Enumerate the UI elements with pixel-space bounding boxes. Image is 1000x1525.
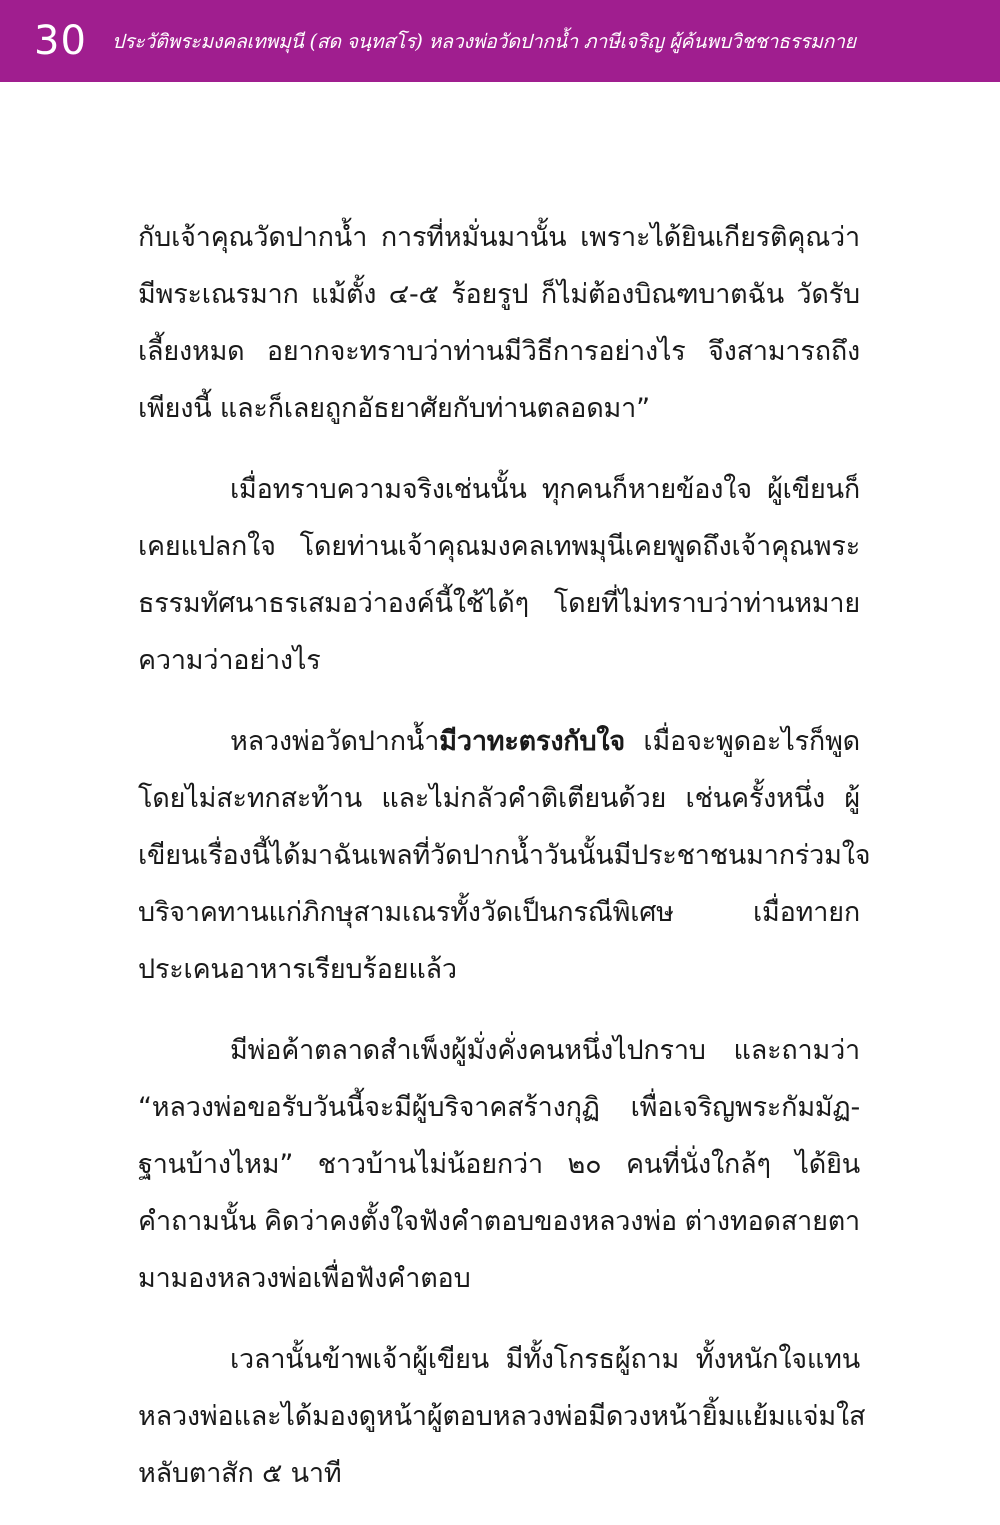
text-line	[138, 883, 860, 940]
text-word: ฐานบ้างไหม”	[138, 1149, 294, 1180]
running-title: ประวัติพระมงคลเทพมุนี (สด จนฺทสโร) หลวงพ่อวัดปากน้ำ ภาษีเจริญ ผู้ค้นพบวิชชาธรรมกาย	[112, 29, 856, 53]
text-word: โดยที่ไม่ทราบว่าท่านหมาย	[553, 588, 860, 619]
text-line	[138, 460, 860, 517]
text-word: ต่างทอดสายตา	[684, 1206, 860, 1237]
text-word: และได้มองดูหน้าผู้ตอบ	[233, 1401, 493, 1432]
text-word: กับเจ้าคุณวัดปากน้ำ	[138, 222, 368, 253]
paragraph-2	[138, 460, 860, 688]
text-line	[138, 769, 860, 826]
text-word: วัดรับ	[796, 279, 860, 310]
text-word: ก็ไม่ต้องบิณฑบาตฉัน	[540, 279, 784, 310]
text-word: เคยแปลกใจ	[138, 531, 276, 562]
text-word: มีทั้งโกรธผู้ถาม	[505, 1344, 680, 1375]
text-line	[138, 208, 860, 265]
text-word: หลวงพ่อ	[138, 1401, 234, 1432]
text-word: คนที่นั่งใกล้ๆ	[626, 1149, 771, 1180]
text-word: มีพระเณรมาก	[138, 279, 299, 310]
text-line	[138, 1192, 860, 1249]
text-line	[138, 1387, 866, 1444]
text-line	[138, 1444, 860, 1501]
text-word: เพื่อเจริญพระกัมมัฏ-	[630, 1092, 860, 1123]
text-word: ผู้	[844, 783, 860, 814]
text-word: เพราะได้ยินเกียรติคุณว่า	[580, 222, 860, 253]
text-word: ทั้งหนักใจแทน	[695, 1344, 860, 1375]
text-word: โดยท่านเจ้าคุณมงคลเทพมุนีเคยพูดถึงเจ้าคุณพระ	[299, 531, 860, 562]
text-word: วันนั้นมีประชาชนมากร่วม	[543, 840, 842, 871]
text-word: มีพ่อค้าตลาดสำเพ็งผู้มั่งคั่งคนหนึ่งไปกราบ	[230, 1035, 706, 1066]
text-word: หลวงพ่อมีดวงหน้ายิ้มแย้มแจ่มใส	[492, 1401, 866, 1432]
text-word: ผู้เขียนก็	[767, 474, 860, 505]
text-word: ธรรมทัศนาธรเสมอว่าองค์นี้ใช้ได้ๆ	[138, 588, 529, 619]
text-word: แม้ตั้ง	[311, 279, 377, 310]
text-word: โดยไม่สะทกสะท้าน	[138, 783, 362, 814]
text-word: หลวงพ่อวัดปากน้ำ	[230, 726, 440, 757]
text-word: ประเคนอาหารเรียบร้อยแล้ว	[138, 954, 457, 985]
text-word: ๔-๕	[388, 279, 439, 310]
text-word: “หลวงพ่อขอรับวันนี้จะมีผู้บริจาคสร้างกุฏิ	[138, 1092, 600, 1123]
paragraph-5	[138, 1330, 866, 1501]
text-word: ชาวบ้านไม่น้อยกว่า	[317, 1149, 543, 1180]
text-word: ร้อยรูป	[451, 279, 529, 310]
text-line	[138, 265, 860, 322]
text-line	[138, 1249, 860, 1306]
text-line	[138, 574, 860, 631]
text-word: เมื่อจะพูดอะไรก็พูด	[643, 726, 860, 757]
text-line	[138, 940, 860, 997]
text-line	[138, 826, 871, 883]
text-line	[138, 379, 860, 436]
body-text	[138, 208, 871, 1525]
text-word: เขียนเรื่องนี้ได้มาฉันเพลที่วัดปากน้ำ	[138, 840, 544, 871]
page-number: 30	[34, 18, 87, 64]
text-word: ทุกคนก็หายข้องใจ	[541, 474, 752, 505]
text-word: บริจาคทานแก่ภิกษุสามเณรทั้งวัดเป็นกรณีพิเศษ	[138, 897, 674, 928]
text-word: และไม่กลัวคำติเตียนด้วย	[381, 783, 667, 814]
text-word: และถามว่า	[733, 1035, 860, 1066]
text-word: ๒๐	[567, 1149, 602, 1180]
text-word: อยากจะทราบว่าท่านมีวิธีการอย่างไร	[266, 336, 686, 367]
text-line	[138, 517, 860, 574]
text-word: ได้ยิน	[795, 1149, 860, 1180]
page-header	[0, 0, 1000, 82]
text-word: หลับตาสัก ๕ นาที	[138, 1458, 342, 1489]
text-word: เช่นครั้งหนึ่ง	[685, 783, 825, 814]
text-word: คิดว่าคงตั้งใจฟังคำตอบของหลวงพ่อ	[264, 1206, 677, 1237]
text-line	[138, 322, 860, 379]
text-word: เพียงนี้ และก็เลยถูกอัธยาศัยกับท่านตลอดมา”	[138, 393, 650, 424]
text-line	[138, 1021, 860, 1078]
text-word: ความว่าอย่างไร	[138, 645, 321, 676]
text-line	[138, 1330, 860, 1387]
text-word: จึงสามารถถึง	[707, 336, 860, 367]
text-line	[138, 712, 860, 769]
text-line	[138, 1135, 860, 1192]
text-word: ใจ	[841, 840, 871, 871]
paragraph-3	[138, 712, 871, 997]
text-word: เวลานั้นข้าพเจ้าผู้เขียน	[230, 1344, 490, 1375]
text-line	[138, 631, 860, 688]
paragraph-4	[138, 1021, 860, 1306]
text-line	[138, 1078, 860, 1135]
text-word-group	[230, 719, 625, 762]
paragraph-1	[138, 208, 860, 436]
text-word: คำถามนั้น	[138, 1206, 257, 1237]
text-word: เมื่อทราบความจริงเช่นนั้น	[230, 474, 527, 505]
text-word: มามองหลวงพ่อเพื่อฟังคำตอบ	[138, 1263, 471, 1294]
text-word: เลี้ยงหมด	[138, 336, 245, 367]
text-word: การที่หมั่นมานั้น	[380, 222, 567, 253]
text-word: เมื่อทายก	[753, 897, 860, 928]
emphasis-text: มีวาทะตรงกับใจ	[439, 726, 625, 757]
